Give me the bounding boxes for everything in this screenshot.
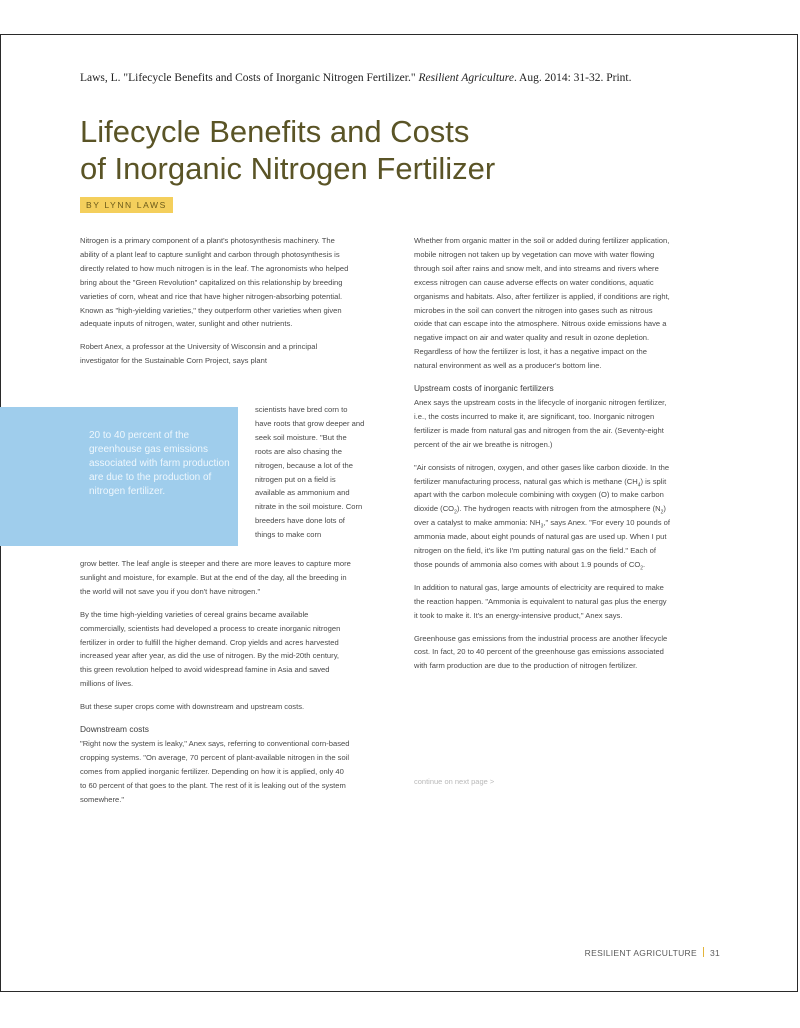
section-heading: Upstream costs of inorganic fertilizers [414, 383, 554, 394]
citation [80, 72, 720, 84]
author-byline: BY LYNN LAWS [80, 197, 173, 213]
footer-divider [703, 947, 704, 957]
right-column [414, 234, 672, 682]
page-footer [585, 947, 720, 958]
citation-journal: Resilient Agriculture [418, 72, 514, 84]
text-run: ," says Anex. "For every 10 pounds of ammonia made, about eight pounds of natural gas are used up. When I put nitrogen on the field, it's like I'm putting natural gas on the field." Each of those pounds of ammonia also comes with about 1.9 pounds of CO [414, 518, 670, 569]
left-column-wrap [255, 403, 365, 551]
section-heading: Downstream costs [80, 724, 149, 735]
subscript: 4 [637, 482, 641, 489]
paragraph: Nitrogen is a primary component of a plant's photosynthesis machinery. The ability of a plant leaf to capture sunlight and carbon through photosynthesis is directly related to how much nitrogen is in the leaf. The agronomists who helped bring about the "Green Revolution" capitalized on this relationship by breeding varieties of corn, wheat and rice that have higher nitrogen-absorbing potential. Known as "high-yielding varieties," they outperform other varieties when given adequate inputs of nitrogen, water, sunlight and other nutrients. [80, 236, 349, 329]
paragraph: scientists have bred corn to have roots that grow deeper and seek soil moisture. "But the roots are also chasing the nitrogen, because a lot of the nitrogen put on a field is available as ammonium and nitrate in the soil moisture. Corn breeders have done lots of things to make corn [255, 405, 365, 540]
text-run: . [643, 559, 646, 569]
footer-magazine: RESILIENT AGRICULTURE [584, 948, 697, 958]
paragraph: By the time high-yielding varieties of cereal grains became available commercially, scientists had developed a process to create inorganic nitrogen fertilizer in order to fulfill the higher demand. Crop yields and acres harvested increased year after year, as did the use of nitrogen. By the mid-20th century, this green revolution helped to avoid widespread famine in Asia and saved millions of lives. [80, 609, 341, 689]
left-column-bottom [80, 557, 352, 816]
left-column-top [80, 234, 350, 377]
text-run: ) is split apart with the carbon molecule combining with oxygen (O) to make carbon dioxide (CO [414, 476, 667, 514]
title-line-1: Lifecycle Benefits and Costs [80, 114, 470, 149]
article-title [80, 113, 720, 187]
continue-link[interactable]: continue on next page > [414, 777, 495, 786]
subscript: 2 [660, 509, 664, 516]
paragraph: In addition to natural gas, large amounts of electricity are required to make the reaction happen. "Ammonia is equivalent to natural gas plus the energy it took to make it. It's an energy-intensive product," Anex says. [414, 582, 667, 620]
text-run: ). The hydrogen reacts with nitrogen from the atmosphere (N [456, 504, 661, 514]
paragraph: But these super crops come with downstream and upstream costs. [80, 702, 305, 712]
citation-prefix: Laws, L. "Lifecycle Benefits and Costs of Inorganic Nitrogen Fertilizer." [80, 72, 419, 84]
pull-quote-text: 20 to 40 percent of the greenhouse gas emissions associated with farm production are due to the production of nitrogen fertilizer. [89, 430, 230, 497]
citation-suffix: . Aug. 2014: 31-32. Print. [513, 72, 632, 84]
paragraph: grow better. The leaf angle is steeper and there are more leaves to capture more sunlight and moisture, for example. But at the end of the day, all the breeding in the world will not save you if you don't have nitrogen." [80, 559, 351, 596]
text-run: ) over a catalyst to make ammonia: NH [414, 504, 666, 528]
paragraph: Anex says the upstream costs in the lifecycle of inorganic nitrogen fertilizer, i.e., the costs incurred to make it, are significant, too. Inorganic nitrogen fertilizer is made from natural gas and nitrogen from the air. (Seventy-eight percent of the air we breathe is nitrogen.) [414, 397, 667, 449]
subscript: 2 [640, 565, 644, 572]
text-run: "Air consists of nitrogen, oxygen, and other gases like carbon dioxide. In the fertilizer manufacturing process, natural gas which is methane (CH [414, 462, 670, 486]
paragraph: Whether from organic matter in the soil or added during fertilizer application, mobile nitrogen not taken up by vegetation can move with water flowing through soil after rains and snow melt, and into streams and rivers where excess nitrogen can cause adverse effects on water conditions, aquatic organisms and habitats. Also, after fertilizer is applied, if conditions are right, microbes in the soil can convert the nitrogen into gases such as nitrous oxide that can escape into the atmosphere. Nitrous oxide emissions have a negative impact on air and water quality and result in ozone depletion. Regardless of how the fertilizer is lost, it has a negative impact on the natural environment as well as a producer's bottom line. [414, 236, 670, 371]
paragraph: "Right now the system is leaky," Anex says, referring to conventional corn-based cropping systems. "On average, 70 percent of plant-available nitrogen in the soil comes from applied inorganic fertilizer. Depending on how it is applied, only 40 to 60 percent of that goes to the plant. The rest of it is leaking out of the system somewhere." [80, 738, 350, 804]
paragraph [414, 461, 672, 572]
subscript: 3 [540, 523, 544, 530]
paragraph: Greenhouse gas emissions from the industrial process are another lifecycle cost. In fact, 20 to 40 percent of the greenhouse gas emissions associated with farm production are due to the production of nitrogen fertilizer. [414, 633, 668, 671]
page-number: 31 [709, 948, 720, 958]
subscript: 2 [454, 509, 457, 516]
title-line-2: of Inorganic Nitrogen Fertilizer [80, 151, 496, 186]
paragraph: Robert Anex, a professor at the University of Wisconsin and a principal investigator for the Sustainable Corn Project, says plant [80, 342, 318, 366]
